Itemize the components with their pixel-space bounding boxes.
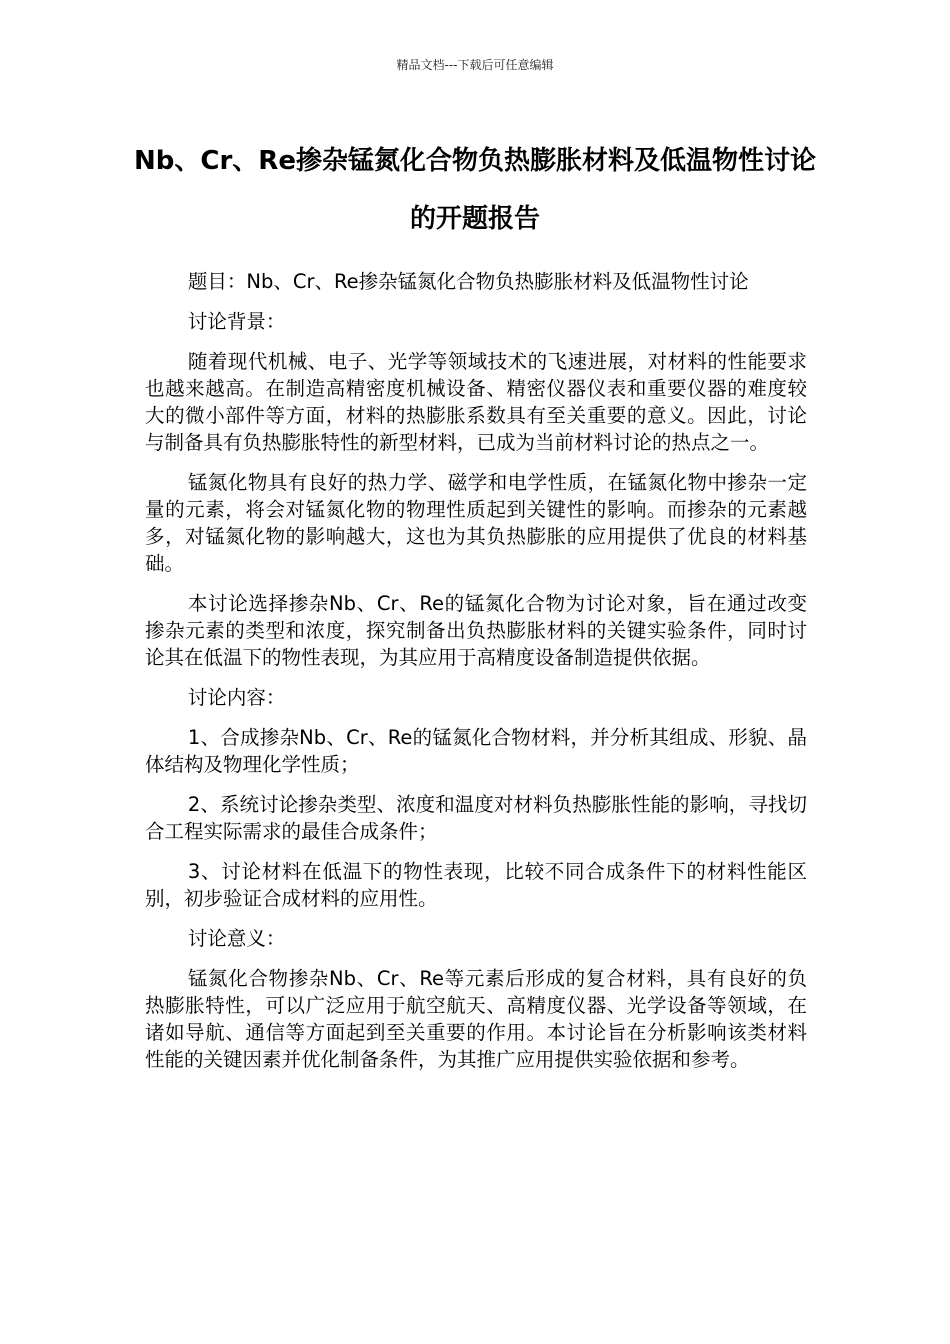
header-note: 精品文档---下载后可任意编辑 — [396, 58, 554, 72]
background-paragraph: 本讨论选择掺杂Nb、Cr、Re的锰氮化合物为讨论对象，旨在通过改变掺杂元素的类型和浓度，探究制备出负热膨胀材料的关键实验条件，同时讨论其在低温下的物性表现，为其应用于高精度设备制造提供依据。 — [145, 592, 807, 669]
document-body — [145, 268, 807, 1086]
topic-line: 题目：Nb、Cr、Re掺杂锰氮化合物负热膨胀材料及低温物性讨论 — [187, 270, 749, 293]
background-paragraph: 锰氮化物具有良好的热力学、磁学和电学性质，在锰氮化物中掺杂一定量的元素，将会对锰氮化物的物理性质起到关键性的影响。而掺杂的元素越多，对锰氮化物的影响越大，这也为其负热膨胀的应用提供了优良的材料基础。 — [145, 471, 807, 575]
content-item: 1、合成掺杂Nb、Cr、Re的锰氮化合物材料，并分析其组成、形貌、晶体结构及物理化学性质； — [145, 726, 807, 776]
background-heading: 讨论背景： — [187, 310, 286, 333]
significance-heading: 讨论意义： — [187, 927, 286, 950]
significance-paragraph: 锰氮化合物掺杂Nb、Cr、Re等元素后形成的复合材料，具有良好的负热膨胀特性，可以广泛应用于航空航天、高精度仪器、光学设备等领域，在诸如导航、通信等方面起到至关重要的作用。本讨论旨在分析影响该类材料性能的关键因素并优化制备条件，为其推广应用提供实验依据和参考。 — [145, 967, 807, 1071]
content-item: 2、系统讨论掺杂类型、浓度和温度对材料负热膨胀性能的影响，寻找切合工程实际需求的最佳合成条件； — [145, 793, 807, 843]
document-title: Nb、Cr、Re掺杂锰氮化合物负热膨胀材料及低温物性讨论的开题报告 — [134, 146, 816, 234]
content-item: 3、讨论材料在低温下的物性表现，比较不同合成条件下的材料性能区别，初步验证合成材料的应用性。 — [145, 860, 807, 910]
background-paragraph: 随着现代机械、电子、光学等领域技术的飞速进展，对材料的性能要求也越来越高。在制造高精密度机械设备、精密仪器仪表和重要仪器的难度较大的微小部件等方面，材料的热膨胀系数具有至关重要的意义。因此，讨论与制备具有负热膨胀特性的新型材料，已成为当前材料讨论的热点之一。 — [145, 350, 807, 454]
content-heading: 讨论内容： — [187, 686, 286, 709]
